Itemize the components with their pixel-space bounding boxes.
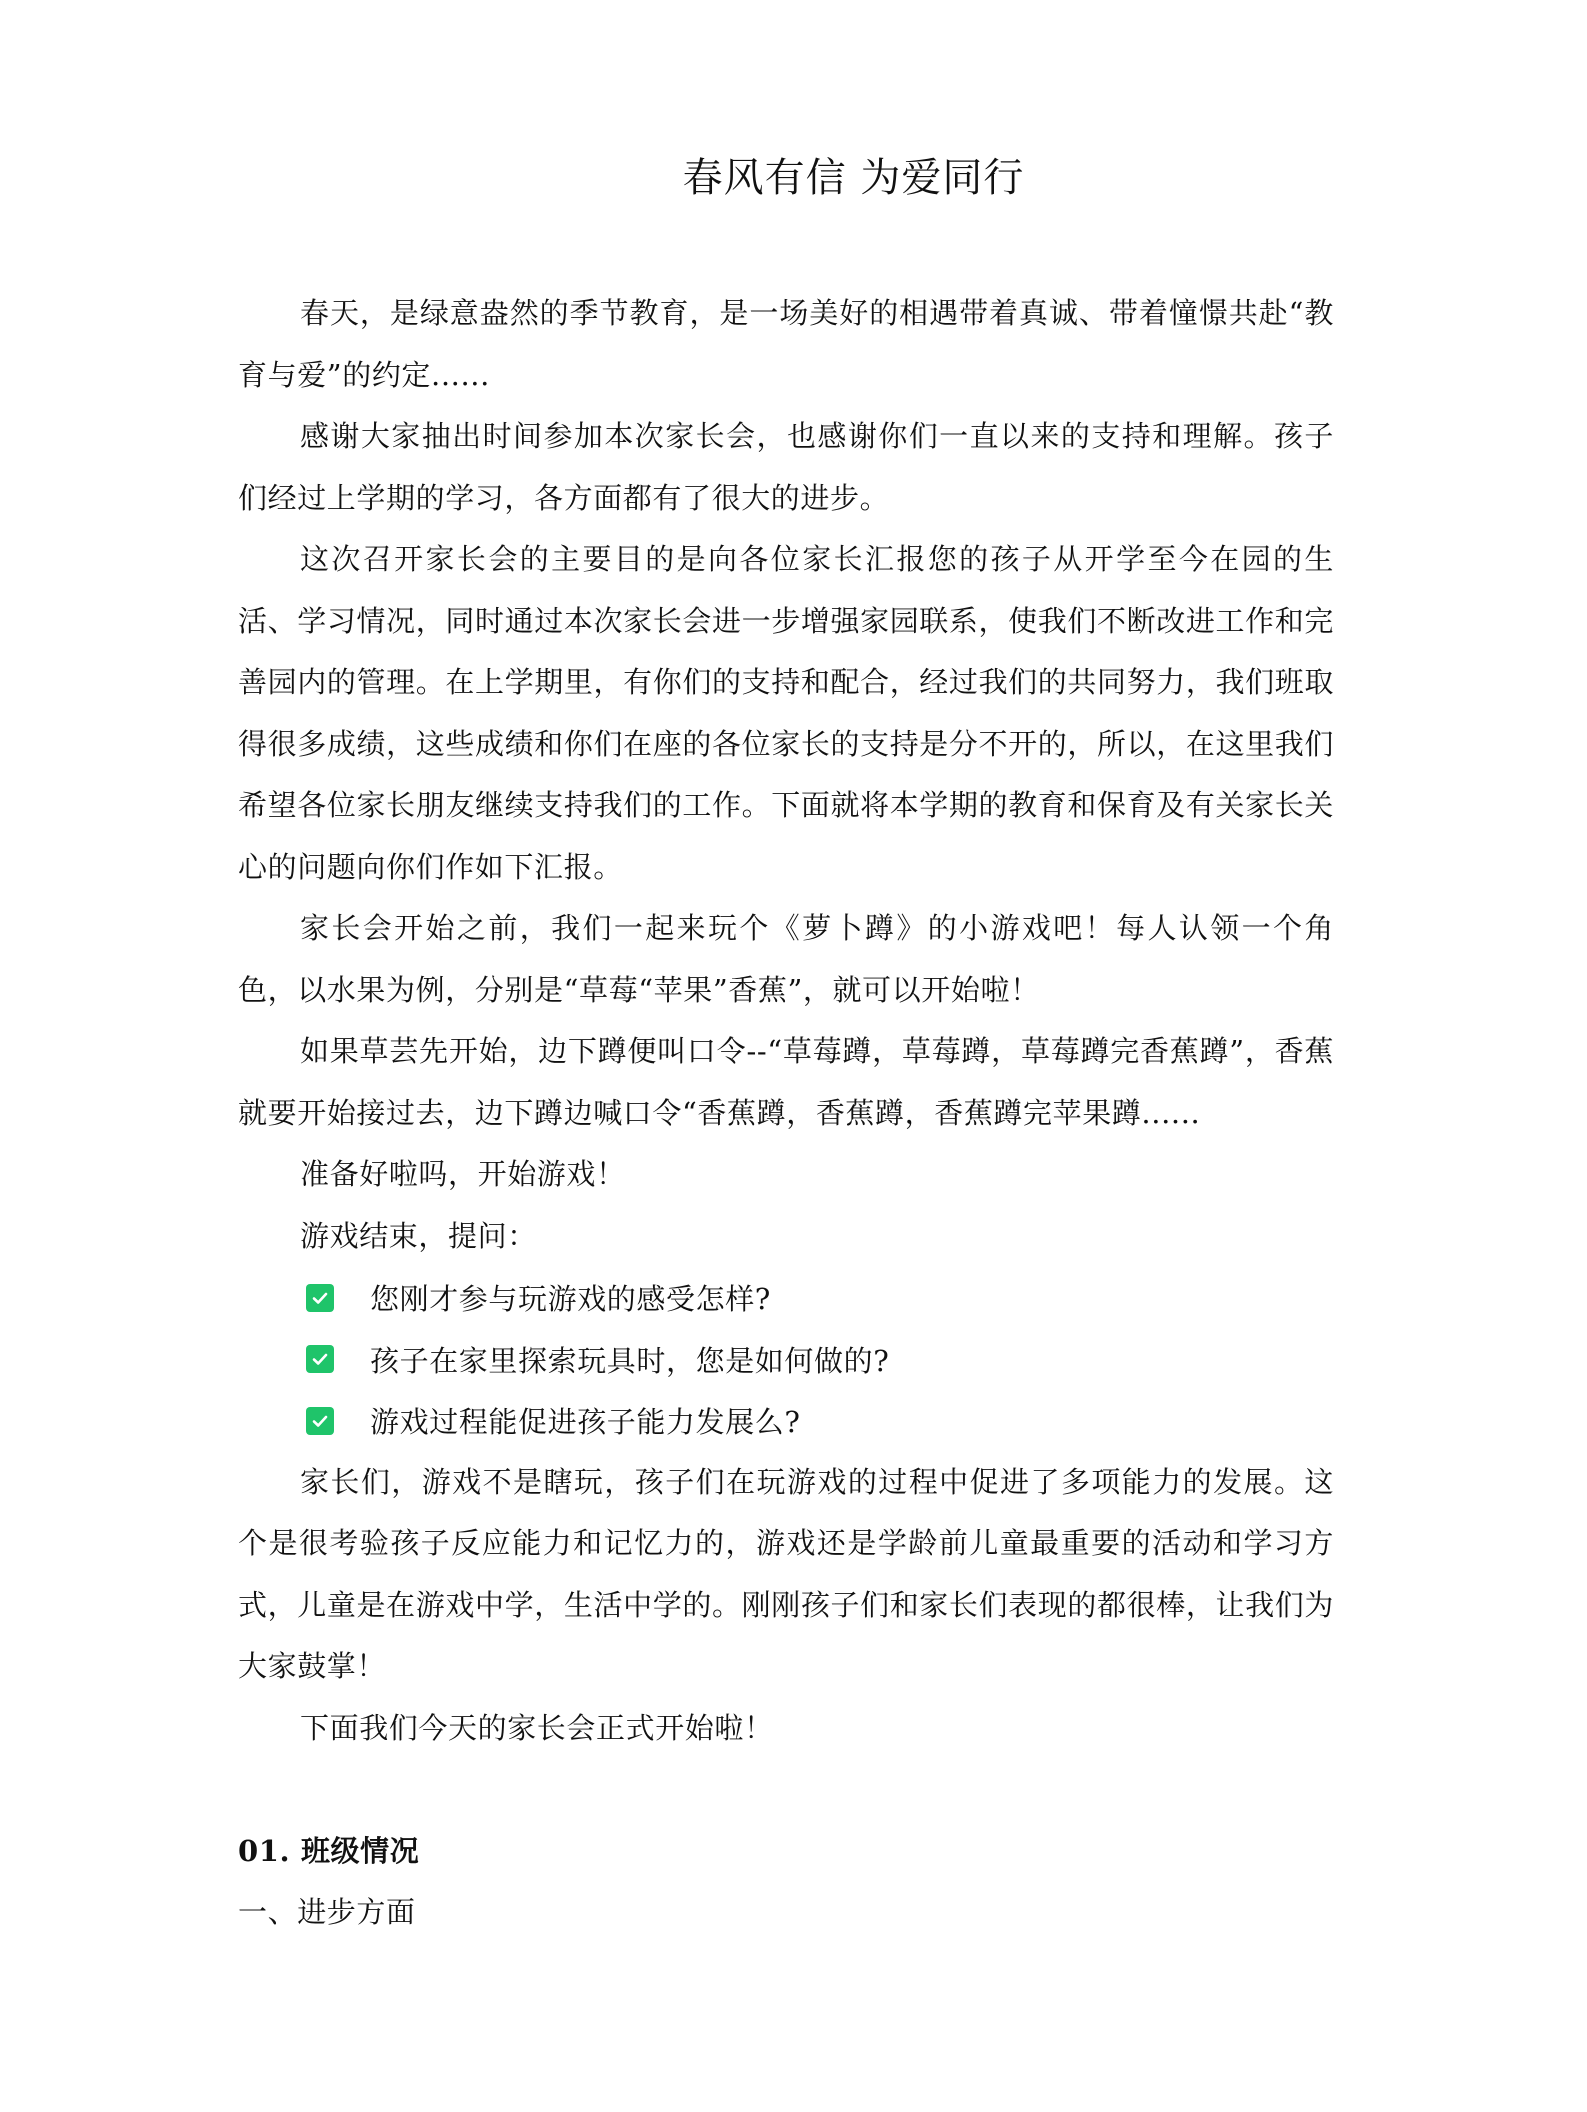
checklist-item (238, 1390, 1334, 1452)
sub-heading: 一、进步方面 (238, 1895, 416, 1929)
paragraph-questions-lead: 游戏结束，提问： (300, 1218, 537, 1253)
paragraph-game-reflection: 家长们，游戏不是瞎玩，孩子们在玩游戏的过程中促进了多项能力的发展。这个是很考验孩子反应能力和记忆力的，游戏还是学龄前儿童最重要的活动和学习方式，儿童是在游戏中学，生活中学的。刚刚孩子们和家长们表现的都很棒，让我们为大家鼓掌！ (238, 1464, 1334, 1683)
checklist-item (238, 1267, 1334, 1329)
blank-line (238, 1759, 1334, 1821)
document-body (238, 283, 1334, 1944)
paragraph-purpose: 这次召开家长会的主要目的是向各位家长汇报您的孩子从开学至今在园的生活、学习情况，同时通过本次家长会进一步增强家园联系，使我们不断改进工作和完善园内的管理。在上学期里，有你们的支持和配合，经过我们的共同努力，我们班取得很多成绩，这些成绩和你们在座的各位家长的支持是分不开的，所以，在这里我们希望各位家长朋友继续支持我们的工作。下面就将本学期的教育和保育及有关家长关心的问题向你们作如下汇报。 (238, 542, 1334, 884)
checklist-item-text: 您刚才参与玩游戏的感受怎样? (370, 1282, 771, 1317)
paragraph-game-rules: 如果草芸先开始，边下蹲便叫口令--“草莓蹲，草莓蹲，草莓蹲完香蕉蹲”，香蕉就要开始接过去，边下蹲边喊口令“香蕉蹲，香蕉蹲，香蕉蹲完苹果蹲...... (238, 1034, 1334, 1130)
checkbox-checked-icon (306, 1284, 334, 1312)
document-title: 春风有信 为爱同行 (682, 155, 1025, 201)
checklist-item (238, 1329, 1334, 1391)
paragraph-game-intro: 家长会开始之前，我们一起来玩个《萝卜蹲》的小游戏吧！每人认领一个角色，以水果为例，分别是“草莓“苹果”香蕉”，就可以开始啦！ (238, 911, 1334, 1007)
checklist-item-text: 孩子在家里探索玩具时，您是如何做的? (370, 1343, 890, 1378)
checkbox-checked-icon (306, 1407, 334, 1435)
checklist-item-text: 游戏过程能促进孩子能力发展么? (370, 1405, 801, 1440)
paragraph-game-start: 准备好啦吗，开始游戏！ (300, 1157, 626, 1191)
paragraph-intro: 春天，是绿意盎然的季节教育，是一场美好的相遇带着真诚、带着憧憬共赴“教育与爱”的约定...... (238, 296, 1334, 392)
checkbox-checked-icon (306, 1345, 334, 1373)
paragraph-meeting-start: 下面我们今天的家长会正式开始啦！ (300, 1710, 774, 1745)
section-heading: 01. 班级情况 (238, 1833, 420, 1868)
paragraph-thanks: 感谢大家抽出时间参加本次家长会，也感谢你们一直以来的支持和理解。孩子们经过上学期的学习，各方面都有了很大的进步。 (238, 419, 1334, 515)
